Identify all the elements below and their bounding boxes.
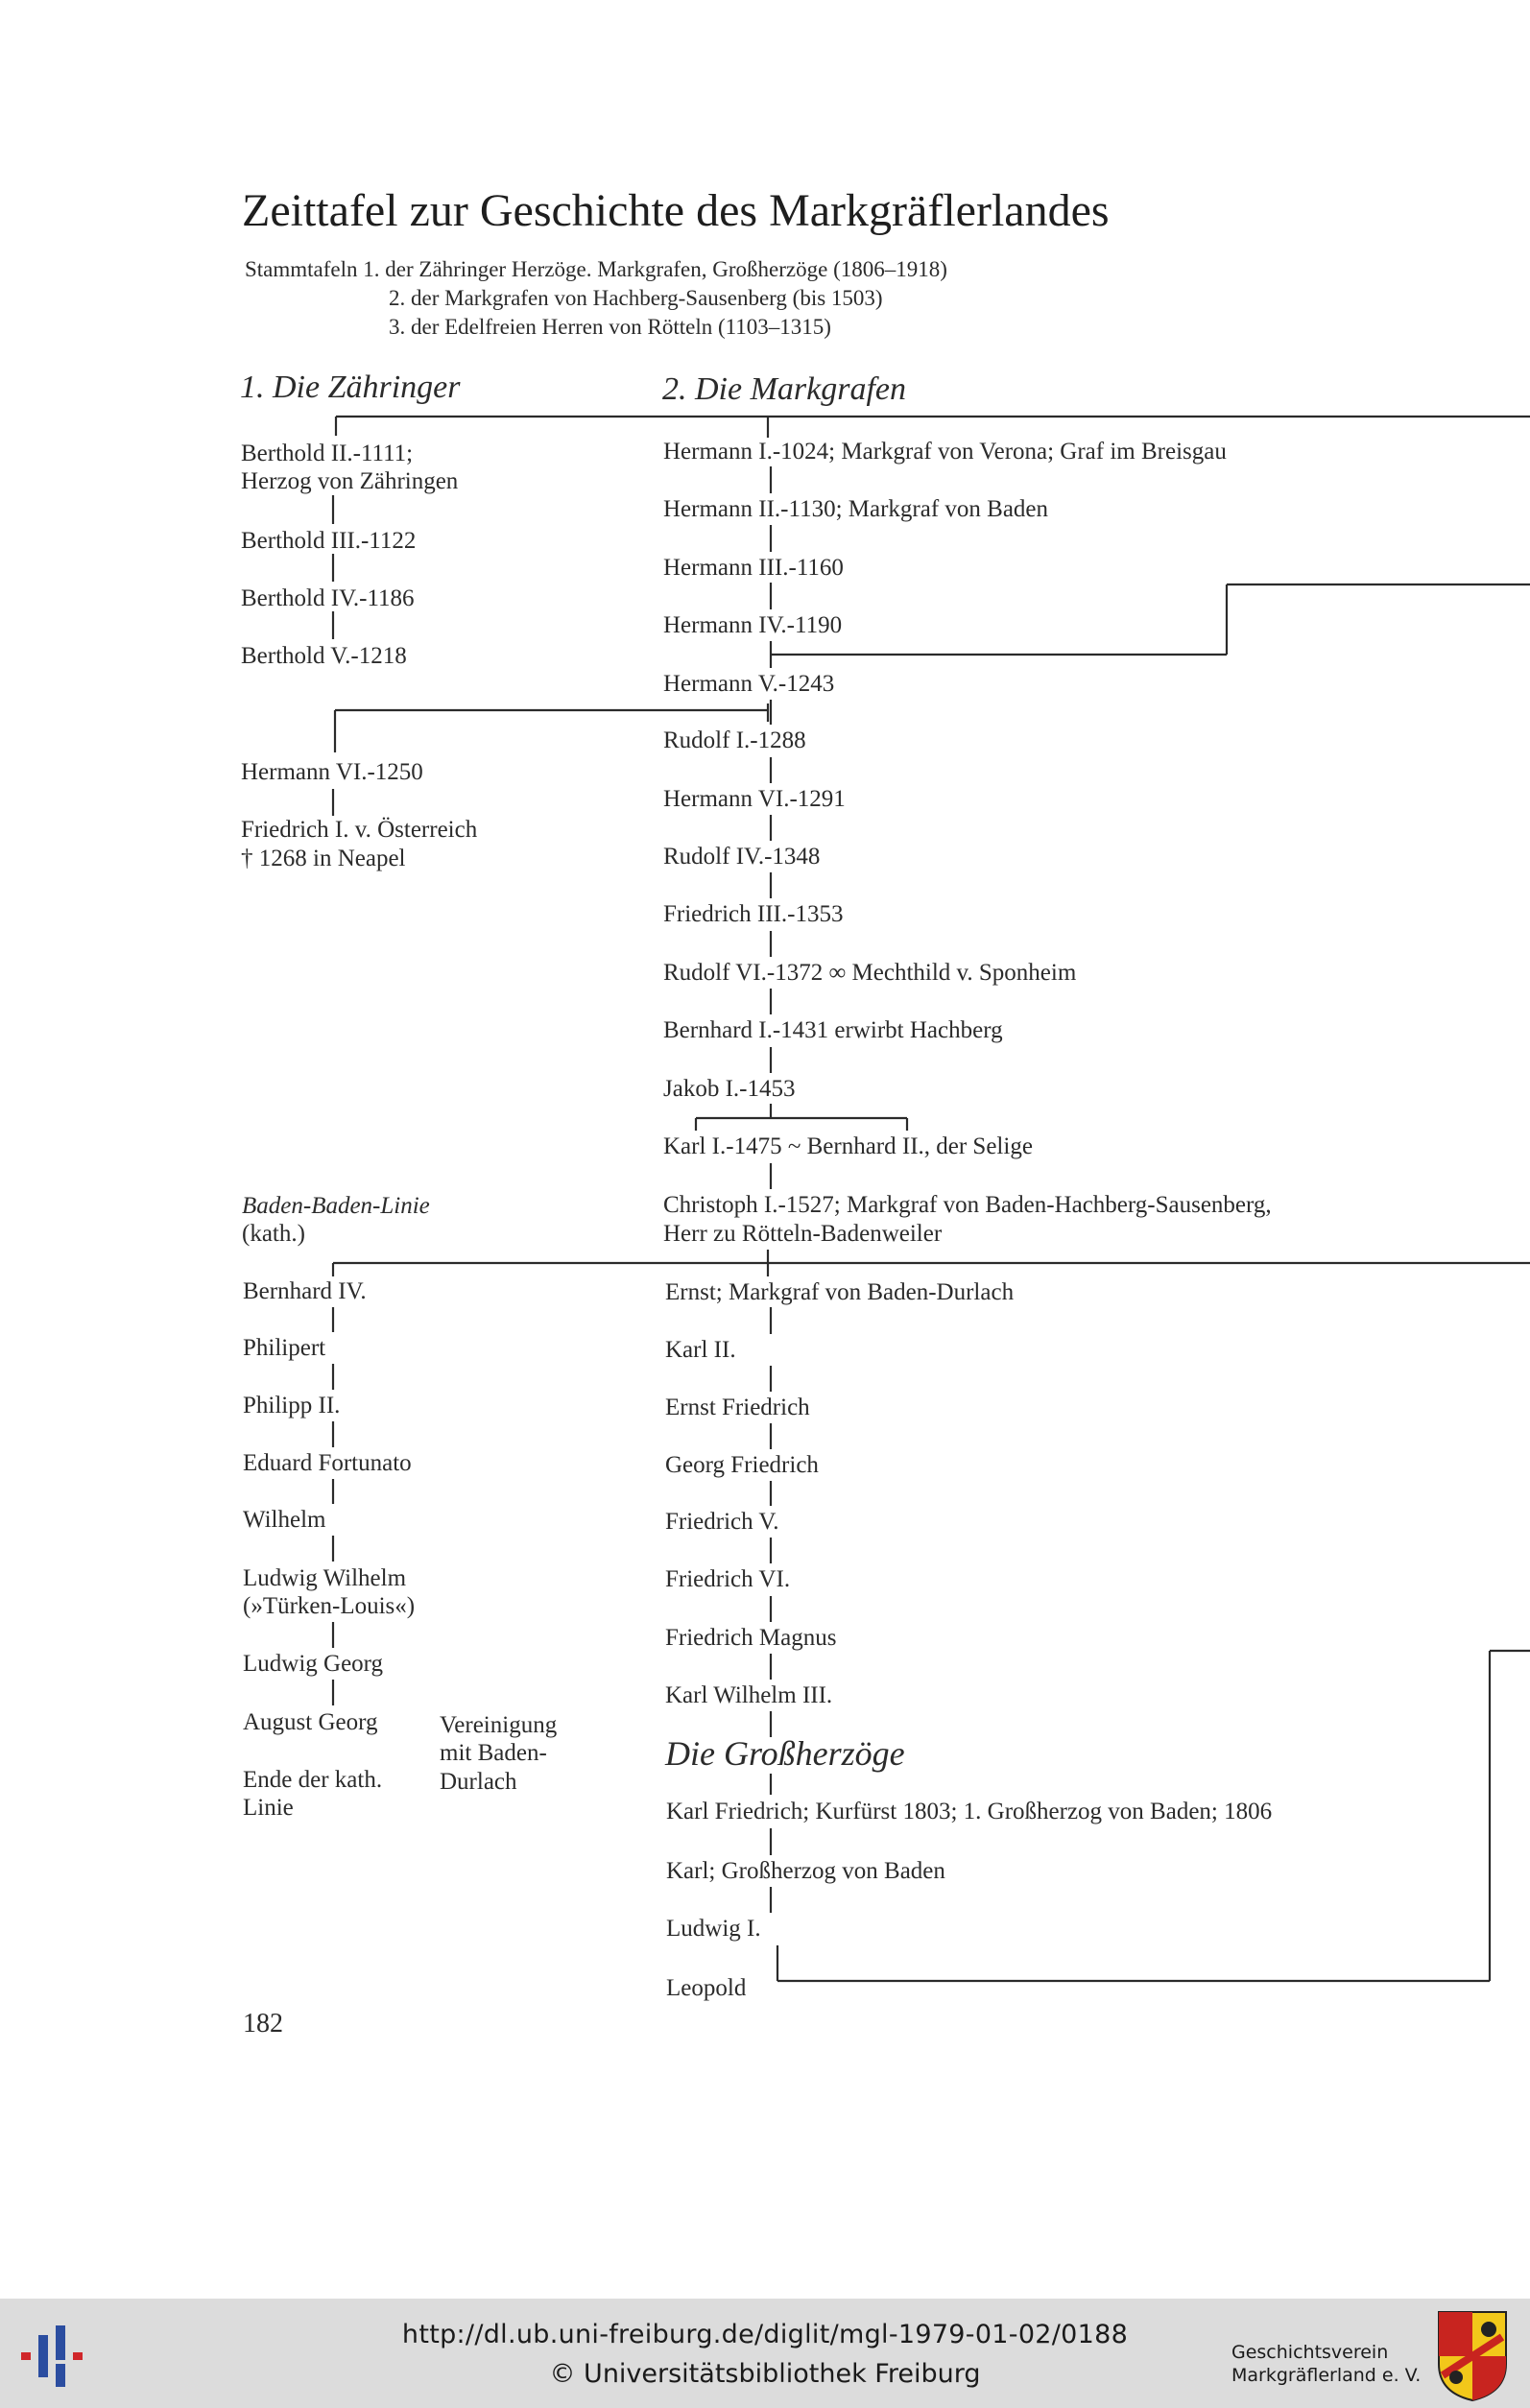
subtitle-line-2: 2. der Markgrafen von Hachberg-Sausenberg (bis 1503) (389, 286, 883, 310)
grossherzog-entry: Karl; Großherzog von Baden (666, 1858, 945, 1884)
page-number: 182 (243, 2009, 283, 2038)
baden-baden-entry: Wilhelm (243, 1507, 326, 1533)
society-name (1231, 2341, 1421, 2387)
zaehringer-entry: Herzog von Zähringen (241, 468, 459, 494)
baden-baden-entry: Eduard Fortunato (243, 1450, 412, 1476)
union-note-line: Vereinigung (440, 1712, 558, 1738)
baden-baden-entry: Philipert (243, 1335, 326, 1361)
union-note-line: mit Baden- (440, 1740, 547, 1766)
document-url[interactable]: http://dl.ub.uni-freiburg.de/diglit/mgl-1979-01-02/0188 (401, 2320, 1129, 2349)
grossherzog-entry: Karl Friedrich; Kurfürst 1803; 1. Großherzog von Baden; 1806 (666, 1799, 1273, 1824)
markgrafen-heading: 2. Die Markgrafen (662, 371, 907, 407)
markgrafen-entry: Karl I.-1475 ~ Bernhard II., der Selige (663, 1133, 1033, 1159)
baden-durlach-entry: Karl II. (665, 1337, 736, 1363)
zaehringer-entry: Berthold II.-1111; (241, 441, 414, 466)
society-line-1: Geschichtsverein (1231, 2342, 1389, 2363)
baden-baden-entry: Ludwig Georg (243, 1651, 384, 1677)
zaehringer-heading: 1. Die Zähringer (240, 370, 461, 405)
baden-durlach-entry: Ernst Friedrich (665, 1395, 810, 1420)
markgrafen-entry: Rudolf IV.-1348 (663, 844, 821, 870)
markgrafen-entry: Hermann V.-1243 (663, 671, 835, 697)
copyright-notice: © Universitätsbibliothek Freiburg (549, 2359, 981, 2389)
baden-baden-note: (kath.) (242, 1221, 305, 1247)
markgrafen-entry: Hermann II.-1130; Markgraf von Baden (663, 496, 1049, 522)
subtitle-line-1: Stammtafeln 1. der Zähringer Herzöge. Markgrafen, Großherzöge (1806–1918) (245, 257, 947, 281)
markgrafen-entry: Bernhard I.-1431 erwirbt Hachberg (663, 1017, 1003, 1043)
markgrafen-entry: Hermann IV.-1190 (663, 612, 843, 638)
zaehringer-entry: Berthold IV.-1186 (241, 585, 415, 611)
baden-durlach-entry: Georg Friedrich (665, 1452, 819, 1478)
society-line-2: Markgräflerland e. V. (1231, 2365, 1422, 2386)
baden-baden-heading: Baden-Baden-Linie (242, 1193, 430, 1219)
zaehringer-entry: Friedrich I. v. Österreich (241, 817, 478, 843)
baden-baden-entry: Ludwig Wilhelm (243, 1565, 407, 1591)
markgrafen-entry: Rudolf I.-1288 (663, 727, 806, 753)
markgrafen-entry: Herr zu Rötteln-Badenweiler (663, 1221, 943, 1247)
baden-baden-entry: (»Türken-Louis«) (243, 1593, 416, 1619)
union-note-line: Durlach (440, 1769, 517, 1795)
baden-baden-entry: August Georg (243, 1709, 378, 1735)
baden-durlach-entry: Friedrich VI. (665, 1566, 791, 1592)
baden-baden-entry: Bernhard IV. (243, 1278, 367, 1304)
grossherzog-entry: Leopold (666, 1975, 747, 2001)
markgrafen-entry: Hermann VI.-1291 (663, 786, 846, 812)
baden-baden-entry: Ende der kath. (243, 1767, 383, 1793)
page-title: Zeittafel zur Geschichte des Markgräflerlandes (242, 185, 1110, 236)
markgrafen-entry: Jakob I.-1453 (663, 1076, 796, 1102)
baden-durlach-entry: Ernst; Markgraf von Baden-Durlach (665, 1279, 1015, 1305)
zaehringer-entry: Berthold V.-1218 (241, 643, 407, 669)
baden-baden-entry: Linie (243, 1795, 294, 1821)
baden-durlach-entry: Karl Wilhelm III. (665, 1682, 833, 1708)
grossherzog-entry: Ludwig I. (666, 1916, 761, 1942)
zaehringer-entry: Hermann VI.-1250 (241, 759, 423, 785)
markgrafen-entry: Hermann III.-1160 (663, 555, 844, 581)
markgrafen-entry: Christoph I.-1527; Markgraf von Baden-Hachberg-Sausenberg, (663, 1192, 1272, 1218)
coat-of-arms-icon (1435, 2308, 1510, 2402)
baden-durlach-entry: Friedrich V. (665, 1509, 779, 1535)
footer-bar (0, 2299, 1530, 2408)
baden-durlach-entry: Friedrich Magnus (665, 1625, 837, 1651)
markgrafen-entry: Friedrich III.-1353 (663, 901, 844, 927)
grossherzoege-heading: Die Großherzöge (665, 1734, 905, 1773)
baden-baden-entry: Philipp II. (243, 1393, 341, 1419)
markgrafen-entry: Rudolf VI.-1372 ∞ Mechthild v. Sponheim (663, 960, 1077, 986)
zaehringer-entry: Berthold III.-1122 (241, 528, 417, 554)
subtitle-line-3: 3. der Edelfreien Herren von Rötteln (1103–1315) (389, 315, 831, 339)
markgrafen-entry: Hermann I.-1024; Markgraf von Verona; Graf im Breisgau (663, 439, 1227, 465)
zaehringer-entry: † 1268 in Neapel (241, 846, 406, 871)
